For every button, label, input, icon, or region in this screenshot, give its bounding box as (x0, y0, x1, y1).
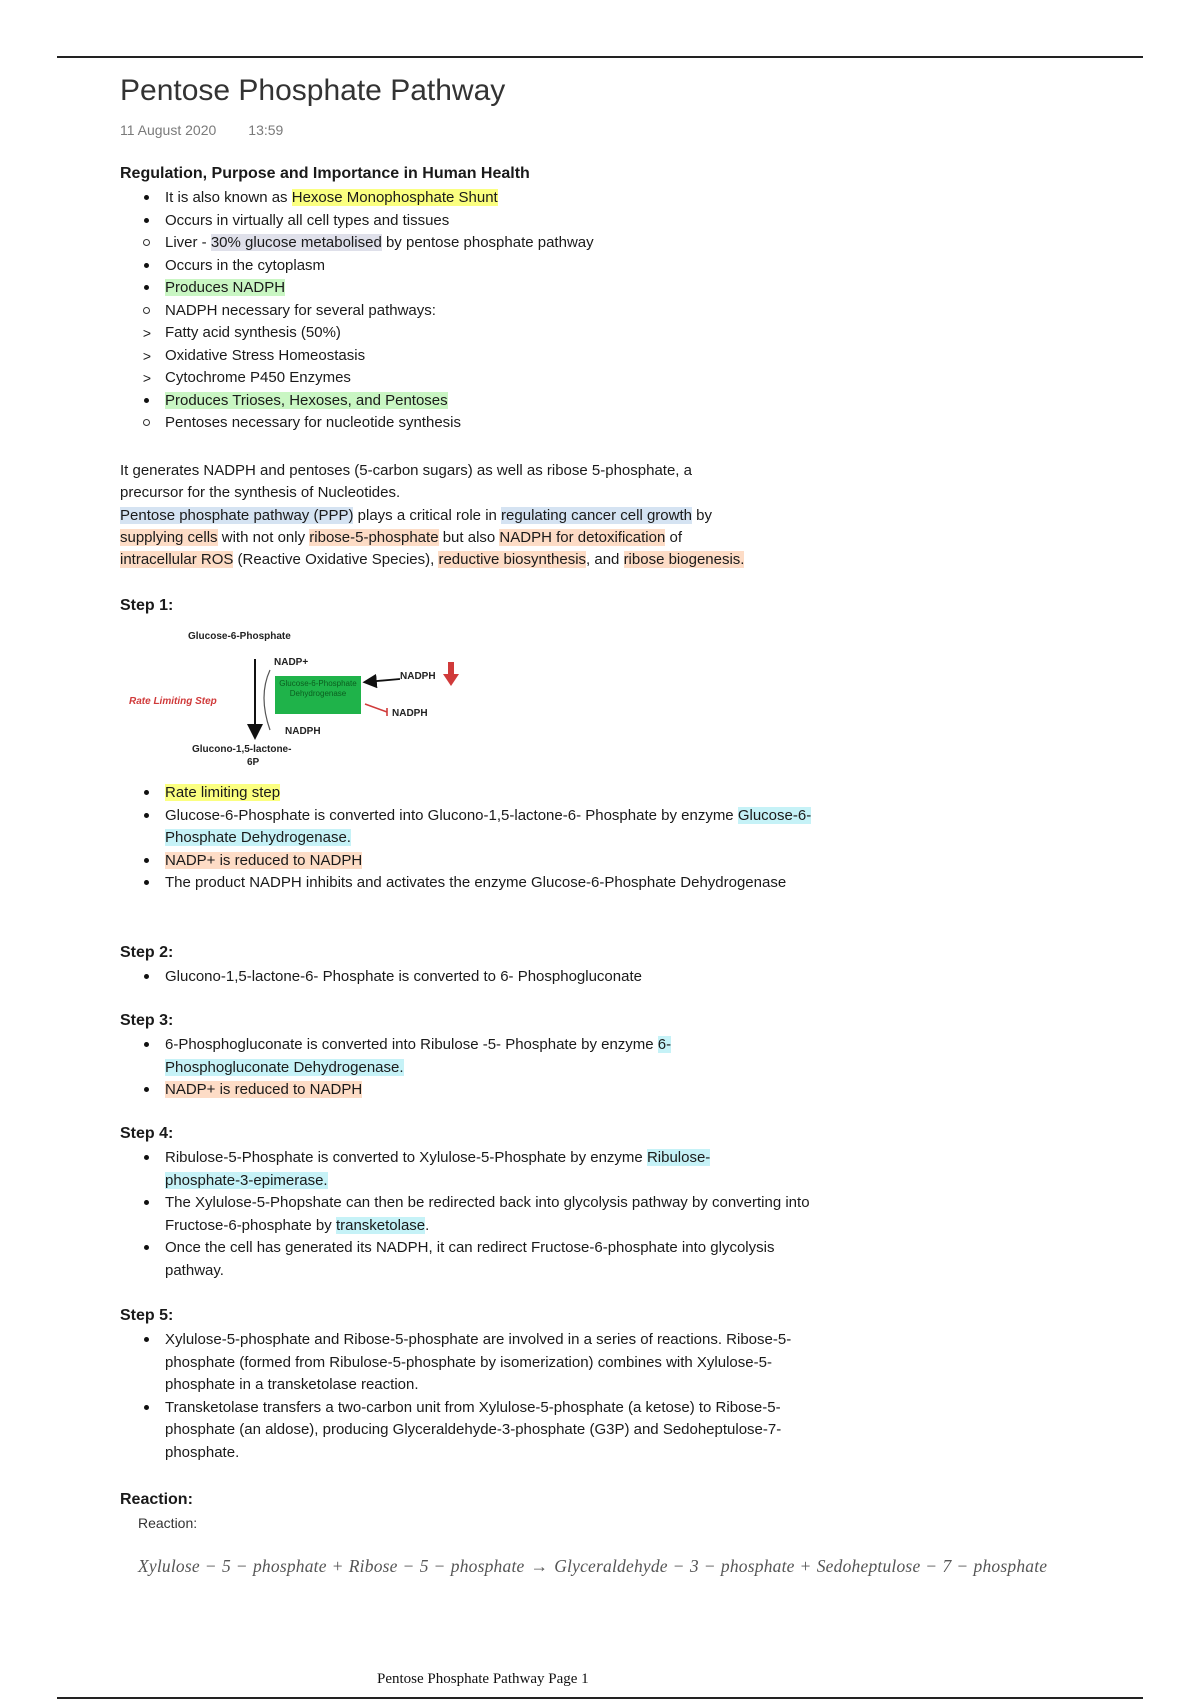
product-label: Glucono-1,5-lactone- (192, 744, 292, 755)
step4-heading: Step 4: (120, 1125, 174, 1142)
list-item: Glucono-1,5-lactone-6- Phosphate is converted to 6- Phosphogluconate (165, 968, 642, 985)
regulation-list (120, 187, 1020, 435)
step1-diagram (120, 626, 540, 774)
step4-list (120, 1147, 810, 1282)
list-item: Pentoses necessary for nucleotide synthesis (165, 414, 461, 431)
page-footer: Pentose Phosphate Pathway Page 1 (377, 1671, 589, 1687)
list-item: 6-Phosphogluconate is converted into Ribulose -5- Phosphate by enzyme 6- Phosphogluconate Dehydrogenase. (165, 1036, 672, 1076)
list-item: Rate limiting step (165, 784, 281, 801)
list-item: Produces NADPH (165, 279, 286, 296)
step3-list (120, 1034, 850, 1102)
inhibition-arrow (366, 679, 400, 682)
list-item: It is also known as Hexose Monophosphate Shunt (165, 189, 498, 206)
page-meta (120, 122, 283, 138)
bullet-arrow-icon: > (142, 347, 152, 364)
enzyme-box: Glucose-6-Phosphate Dehydrogenase (275, 676, 361, 714)
intro-paragraph: It generates NADPH and pentoses (5-carbon sugars) as well as ribose 5-phosphate, a precursor for the synthesis of Nucleotides. (120, 462, 692, 502)
list-item: Once the cell has generated its NADPH, it can redirect Fructose-6-phosphate into glycolysis pathway. (165, 1239, 775, 1279)
list-item: The Xylulose-5-Phopshate can then be redirected back into glycolysis pathway by converting into Fructose-6-phosphate by transketolase. (165, 1194, 810, 1234)
list-item: Transketolase transfers a two-carbon unit from Xylulose-5-phosphate (a ketose) to Ribose-5-phosphate (an aldose), producing Glyceraldehyde-3-phosphate (G3P) and Sedoheptulose-7-phosphate. (165, 1398, 782, 1461)
list-item: The product NADPH inhibits and activates the enzyme Glucose-6-Phosphate Dehydrogenase (165, 874, 787, 891)
list-item: NADP+ is reduced to NADPH (165, 851, 363, 869)
page-title: Pentose Phosphate Pathway (120, 74, 506, 107)
step2-heading: Step 2: (120, 944, 174, 961)
bullet-arrow-icon: > (142, 325, 152, 341)
top-rule (57, 56, 1143, 58)
product-label-line2: 6P (247, 757, 260, 768)
reaction-heading: Reaction: (120, 1491, 193, 1508)
substrate-label: Glucose-6-Phosphate (188, 631, 291, 642)
cofactor-in-label: NADP+ (274, 657, 309, 668)
list-item: Glucose-6-Phosphate is converted into Glucono-1,5-lactone-6- Phosphate by enzyme Glucose-6-Phosphate Dehydrogenase. (165, 806, 812, 846)
inhibitor-label: NADPH (400, 671, 436, 682)
reaction-equation: Xylulose − 5 − phosphate + Ribose − 5 − phosphate → Glyceraldehyde − 3 − phosphate + Sedoheptulose − 7 − phosphate (138, 1556, 1048, 1576)
cofactor-out-label: NADPH (285, 726, 321, 737)
page-time: 13:59 (248, 122, 284, 138)
page-date: 11 August 2020 (120, 122, 217, 138)
step3-heading: Step 3: (120, 1012, 174, 1029)
bottom-rule (57, 1697, 1143, 1699)
list-item: Produces Trioses, Hexoses, and Pentoses (165, 391, 448, 409)
list-item: > Oxidative Stress Homeostasis (120, 345, 1020, 368)
activator-label: NADPH (392, 708, 428, 719)
section-heading-regulation: Regulation, Purpose and Importance in Human Health (120, 165, 530, 182)
list-item: NADP+ is reduced to NADPH (165, 1081, 363, 1098)
cofactor-curve (264, 670, 270, 730)
list-item: Xylulose-5-phosphate and Ribose-5-phosphate are involved in a series of reactions. Ribose-5-phosphate (formed from Ribulose-5-phosphate by isomerization) combines with Xylulose-5-phosphate in a transketolase reaction. (165, 1331, 792, 1393)
list-item: Occurs in the cytoplasm (165, 256, 326, 274)
list-item: > Cytochrome P450 Enzymes (120, 367, 1020, 390)
step2-list (120, 966, 850, 989)
activation-line (365, 704, 387, 712)
list-item: Liver - 30% glucose metabolised by pentose phosphate pathway (165, 234, 594, 251)
rate-limiting-label: Rate Limiting Step (129, 696, 217, 707)
down-arrow-icon (443, 662, 459, 686)
step5-list (120, 1329, 840, 1464)
reaction-subheading: Reaction: (138, 1515, 198, 1531)
list-item: Ribulose-5-Phosphate is converted to Xylulose-5-Phosphate by enzyme Ribulose- phosphate-3-epimerase. (165, 1149, 711, 1189)
list-item: Occurs in virtually all cell types and tissues (165, 211, 450, 229)
bullet-arrow-icon: > (142, 370, 152, 386)
list-item: NADPH necessary for several pathways: (165, 301, 436, 319)
step1-heading: Step 1: (120, 597, 174, 614)
step5-heading: Step 5: (120, 1307, 174, 1324)
list-item: > Fatty acid synthesis (50%) (120, 322, 1020, 345)
step1-list (120, 782, 850, 895)
ppp-paragraph: Pentose phosphate pathway (PPP) plays a critical role in regulating cancer cell growth by supplying cells with not only ribose-5-phosphate but also NADPH for detoxification of intracellular ROS (Reactive Oxidative Species), reductive biosynthesis, and ribose biogenesis. (120, 507, 745, 569)
